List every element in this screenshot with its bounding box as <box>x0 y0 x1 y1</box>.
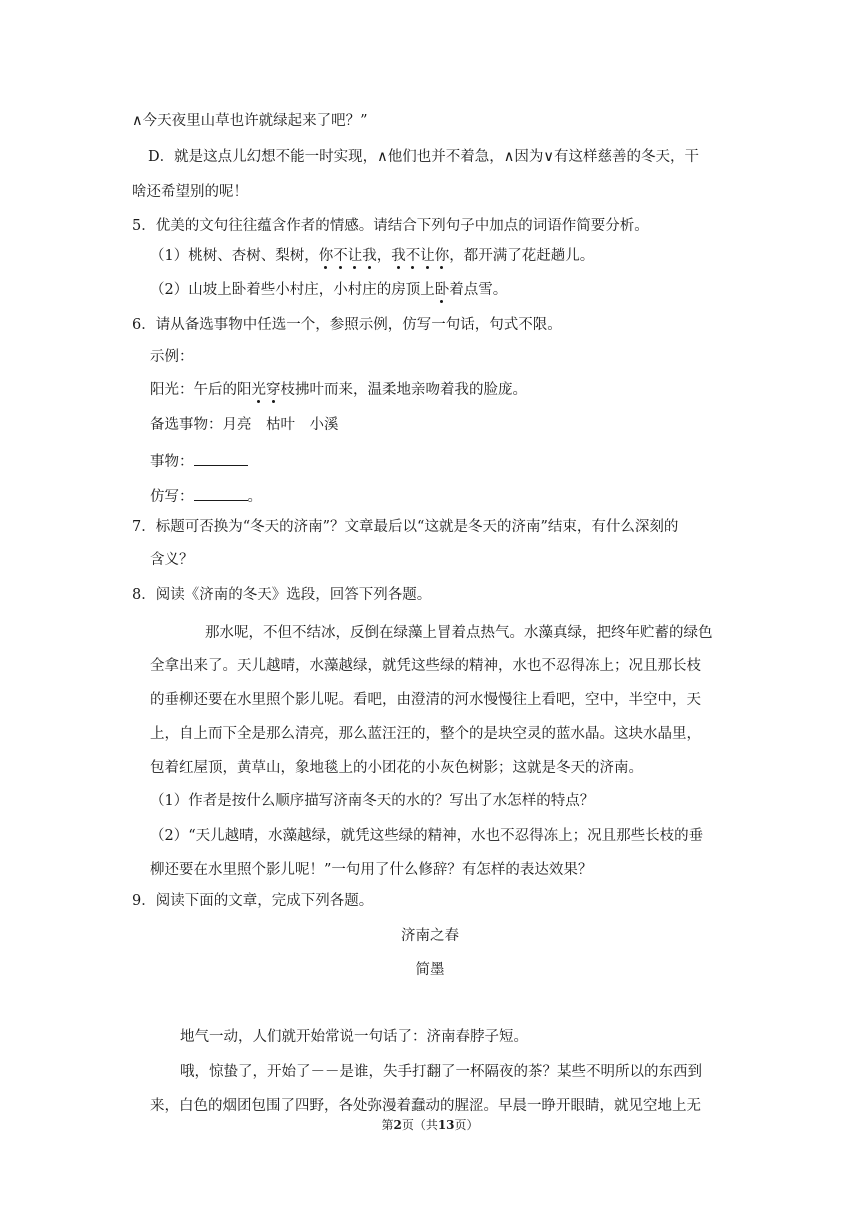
text-line: 含义？ <box>150 552 194 568</box>
option-d-line: D．就是这点儿幻想不能一时实现，∧他们也并不着急，∧因为∨有这样慈善的冬天，干 <box>148 149 699 165</box>
passage-line: 那水呢，不但不结冰，反倒在绿藻上冒着点热气。水藻真绿，把终年贮蓄的绿色 <box>205 625 713 641</box>
question-8-item-2: （2）“天儿越晴，水藻越绿，就凭这些绿的精神，水也不忍得冻上；况且那些长枝的垂 <box>150 828 704 844</box>
text-line: 啥还希望别的呢！ <box>132 184 248 200</box>
dotted-char: 让 <box>420 248 435 264</box>
text-line: 柳还要在水里照个影儿呢！”一句用了什么修辞？有怎样的表达效果？ <box>150 862 593 878</box>
question-5-item-1: （1）桃树、杏树、梨树，你不让我，我不让你，都开满了花赶趟儿。 <box>150 248 595 264</box>
answer-blank[interactable] <box>194 451 248 466</box>
answer-blank[interactable] <box>194 486 248 501</box>
text-line: ∧今天夜里山草也许就绿起来了吧？” <box>132 113 368 129</box>
page-footer: 第2页（共13页） <box>381 1118 479 1132</box>
thing-line: 事物： <box>150 451 748 472</box>
article-line: 来，白色的烟团包围了四野，各处弥漫着蠢动的腥涩。早晨一睁开眼睛，就见空地上无 <box>150 1098 701 1114</box>
passage-line: 上，自上而下全是那么清亮，那么蓝汪汪的，整个的是块空灵的蓝水晶。这块水晶里， <box>150 726 701 742</box>
dotted-char: 光 <box>251 382 266 398</box>
question-8-item-1: （1）作者是按什么顺序描写济南冬天的水的？写出了水怎样的特点？ <box>150 793 595 809</box>
article-author: 简墨 <box>415 962 445 978</box>
dotted-char: 不 <box>333 248 348 264</box>
passage-line: 全拿出来了。天儿越晴，水藻越绿，就凭这些绿的精神，水也不忍得冻上；况且那长枝 <box>150 658 701 674</box>
dotted-char: 让 <box>347 248 363 264</box>
dotted-char: 不 <box>405 248 421 264</box>
example-sentence: 阳光：午后的阳光穿枝拂叶而来，温柔地亲吻着我的脸庞。 <box>150 382 527 398</box>
question-5: 5．优美的文句往往蕴含作者的情感。请结合下列句子中加点的词语作简要分析。 <box>132 218 649 234</box>
article-line: 地气一动，人们就开始常说一句话了：济南春脖子短。 <box>180 1029 528 1045</box>
passage-line: 的垂柳还要在水里照个影儿呢。看吧，由澄清的河水慢慢往上看吧，空中，半空中，天 <box>150 692 701 708</box>
dotted-char: 你 <box>318 248 334 264</box>
dotted-char: 我 <box>391 248 406 264</box>
question-8: 8．阅读《济南的冬天》选段，回答下列各题。 <box>132 587 432 603</box>
article-title: 济南之春 <box>401 928 459 944</box>
question-5-item-2: （2）山坡上卧着些小村庄，小村庄的房顶上卧着点雪。 <box>150 282 508 298</box>
dotted-char: 我 <box>362 248 377 264</box>
dotted-char: 卧 <box>434 282 450 298</box>
imitation-line: 仿写： 。 <box>150 486 748 507</box>
question-9: 9．阅读下面的文章，完成下列各题。 <box>132 893 374 909</box>
dotted-char: 你 <box>434 248 450 264</box>
candidate-items: 备选事物：月亮 枯叶 小溪 <box>150 417 339 433</box>
dotted-char: 穿 <box>266 382 281 398</box>
total-pages: 13 <box>437 1118 455 1132</box>
article-line: 哦，惊蛰了，开始了－－是谁，失手打翻了一杯隔夜的茶？某些不明所以的东西到 <box>180 1064 702 1080</box>
page-number: 2 <box>393 1118 402 1132</box>
passage-line: 包着红屋顶，黄草山，象地毯上的小团花的小灰色树影；这就是冬天的济南。 <box>150 760 643 776</box>
question-7: 7．标题可否换为“冬天的济南”？文章最后以“这就是冬天的济南”结束，有什么深刻的 <box>132 519 679 535</box>
question-6: 6．请从备选事物中任选一个，参照示例，仿写一句话，句式不限。 <box>132 317 562 333</box>
example-label: 示例： <box>150 349 194 365</box>
